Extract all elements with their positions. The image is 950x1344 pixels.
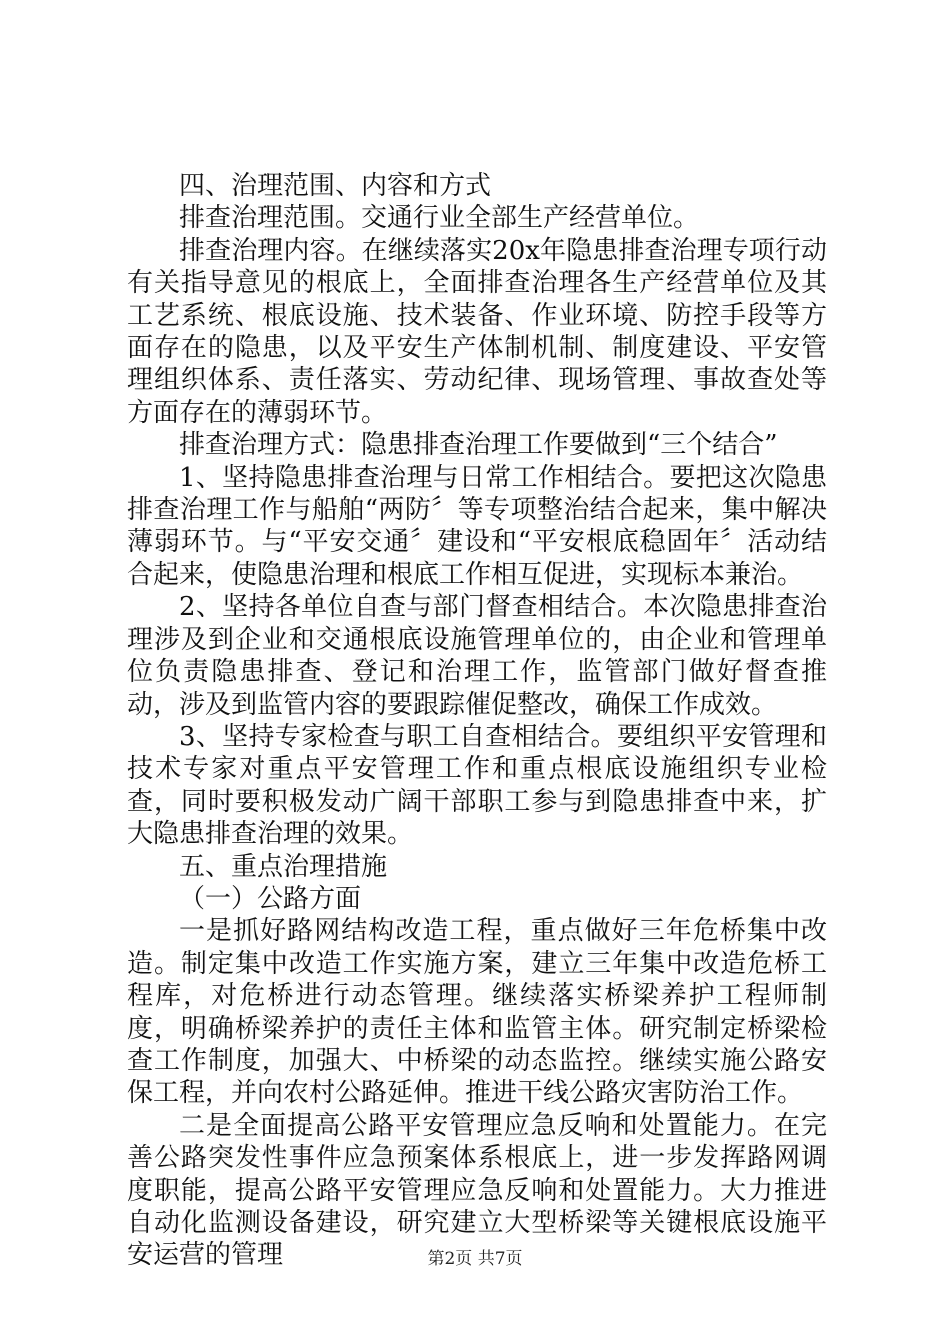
paragraph-item-1: 1、坚持隐患排查治理与日常工作相结合。要把这次隐患排查治理工作与船舶“两防〞等专项整治结合起来，集中解决薄弱环节。与“平安交通〞建设和“平安根底稳固年〞活动结合起来，使隐患治理和根底工作相互促进，实现标本兼治。 [127,462,827,590]
paragraph-highway-1: 一是抓好路网结构改造工程，重点做好三年危桥集中改造。制定集中改造工作实施方案，建立三年集中改造危桥工程库，对危桥进行动态管理。继续落实桥梁养护工程师制度，明确桥梁养护的责任主体和监管主体。研究制定桥梁检查工作制度，加强大、中桥梁的动态监控。继续实施公路安保工程，并向农村公路延伸。推进干线公路灾害防治工作。 [127,916,827,1109]
document-body [127,170,827,1272]
section-heading-scope: 四、治理范围、内容和方式 [179,171,492,201]
section-heading-measures: 五、重点治理措施 [179,851,388,882]
paragraph-scope: 排查治理范围。交通行业全部生产经营单位。 [179,203,700,234]
paragraph-highway-2: 二是全面提高公路平安管理应急反响和处置能力。在完善公路突发性事件应急预案体系根底上，进一步发挥路网调度职能，提高公路平安管理应急反响和处置能力。大力推进自动化监测设备建设，研究建立大型桥梁等关键根底设施平安运营的管理 [127,1110,827,1271]
subsection-heading-highway: （一）公路方面 [179,883,362,914]
paragraph-content: 排查治理内容。在继续落实20x年隐患排查治理专项行动有关指导意见的根底上，全面排查治理各生产经营单位及其工艺系统、根底设施、技术装备、作业环境、防控手段等方面存在的隐患，以及平安生产体制机制、制度建设、平安管理组织体系、责任落实、劳动纪律、现场管理、事故查处等方面存在的薄弱环节。 [127,235,827,428]
paragraph-method: 排查治理方式：隐患排查治理工作要做到“三个结合” [179,430,778,461]
page-footer: 第2页 共7页 [427,1249,523,1269]
paragraph-item-2: 2、坚持各单位自查与部门督查相结合。本次隐患排查治理涉及到企业和交通根底设施管理单位的，由企业和管理单位负责隐患排查、登记和治理工作，监管部门做好督查推动，涉及到监管内容的要跟踪催促整改，确保工作成效。 [127,592,827,720]
paragraph-item-3: 3、坚持专家检查与职工自查相结合。要组织平安管理和技术专家对重点平安管理工作和重点根底设施组织专业检查，同时要积极发动广阔干部职工参与到隐患排查中来，扩大隐患排查治理的效果。 [127,721,827,850]
